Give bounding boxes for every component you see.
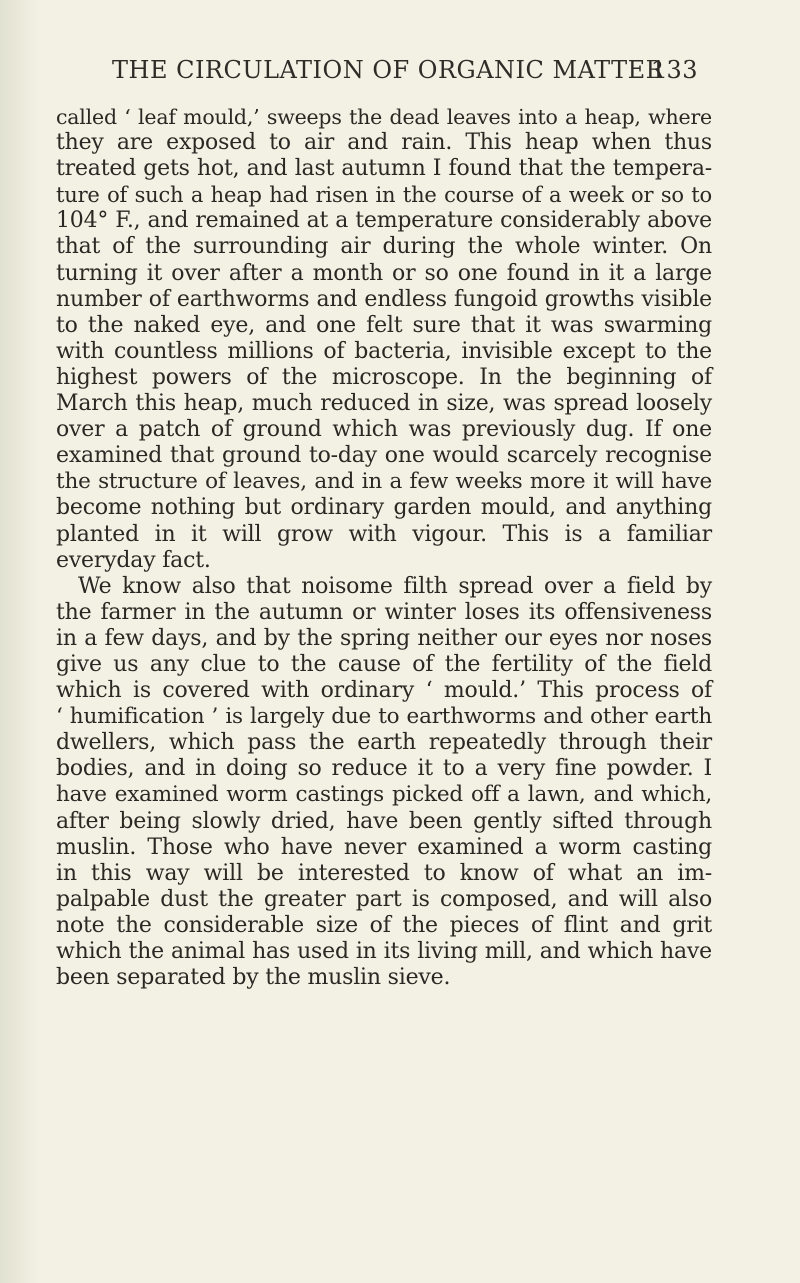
running-title: THE CIRCULATION OF ORGANIC MATTER bbox=[112, 56, 665, 84]
text-line: turning it over after a month or so one found in it a large bbox=[56, 260, 712, 286]
text-line: have examined worm castings picked off a lawn, and which, bbox=[56, 782, 712, 808]
text-line: which is covered with ordinary ‘ mould.’ This process of bbox=[56, 678, 712, 704]
text-line: ‘ humification ’ is largely due to earthworms and other earth bbox=[56, 704, 712, 730]
text-line: palpable dust the greater part is composed, and will also bbox=[56, 886, 712, 912]
text-line: in this way will be interested to know of what an im- bbox=[56, 860, 712, 886]
text-line: planted in it will grow with vigour. This is a familiar bbox=[56, 521, 712, 547]
text-line: number of earthworms and endless fungoid growths visible bbox=[56, 286, 712, 312]
body-text bbox=[56, 104, 712, 991]
text-line: to the naked eye, and one felt sure that it was swarming bbox=[56, 312, 712, 338]
text-line: give us any clue to the cause of the fertility of the field bbox=[56, 651, 712, 677]
text-line: become nothing but ordinary garden mould, and anything bbox=[56, 495, 712, 521]
text-line: ture of such a heap had risen in the course of a week or so to bbox=[56, 183, 712, 208]
text-line: muslin. Those who have never examined a worm casting bbox=[56, 834, 712, 860]
text-line: they are exposed to air and rain. This heap when thus bbox=[56, 130, 712, 156]
text-line: which the animal has used in its living mill, and which have bbox=[56, 939, 712, 964]
text-line: note the considerable size of the pieces of flint and grit bbox=[56, 912, 712, 938]
text-line: the farmer in the autumn or winter loses its offensiveness bbox=[56, 599, 712, 625]
text-line: with countless millions of bacteria, invisible except to the bbox=[56, 338, 712, 364]
page-number: 133 bbox=[650, 56, 698, 84]
text-line: March this heap, much reduced in size, was spread loosely bbox=[56, 391, 712, 417]
text-line: after being slowly dried, have been gently sifted through bbox=[56, 808, 712, 834]
running-head bbox=[112, 56, 698, 96]
text-line: treated gets hot, and last autumn I found that the tempera- bbox=[56, 156, 712, 182]
text-line: examined that ground to-day one would scarcely recognise bbox=[56, 443, 712, 469]
text-line: that of the surrounding air during the whole winter. On bbox=[56, 234, 712, 260]
text-line: bodies, and in doing so reduce it to a very fine powder. I bbox=[56, 756, 712, 782]
paragraph-end-line: been separated by the muslin sieve. bbox=[56, 965, 451, 991]
text-line: dwellers, which pass the earth repeatedly through their bbox=[56, 730, 712, 756]
paragraph-end-line: everyday fact. bbox=[56, 547, 211, 573]
text-line: called ‘ leaf mould,’ sweeps the dead leaves into a heap, where bbox=[56, 105, 712, 129]
text-line: highest powers of the microscope. In the beginning of bbox=[56, 364, 712, 390]
text-line: in a few days, and by the spring neither our eyes nor noses bbox=[56, 625, 712, 651]
paragraph-start-line: We know also that noisome filth spread over a field by bbox=[78, 573, 712, 599]
text-line: 104° F., and remained at a temperature considerably above bbox=[56, 208, 712, 234]
text-line: over a patch of ground which was previously dug. If one bbox=[56, 417, 712, 443]
text-line: the structure of leaves, and in a few weeks more it will have bbox=[56, 469, 712, 495]
